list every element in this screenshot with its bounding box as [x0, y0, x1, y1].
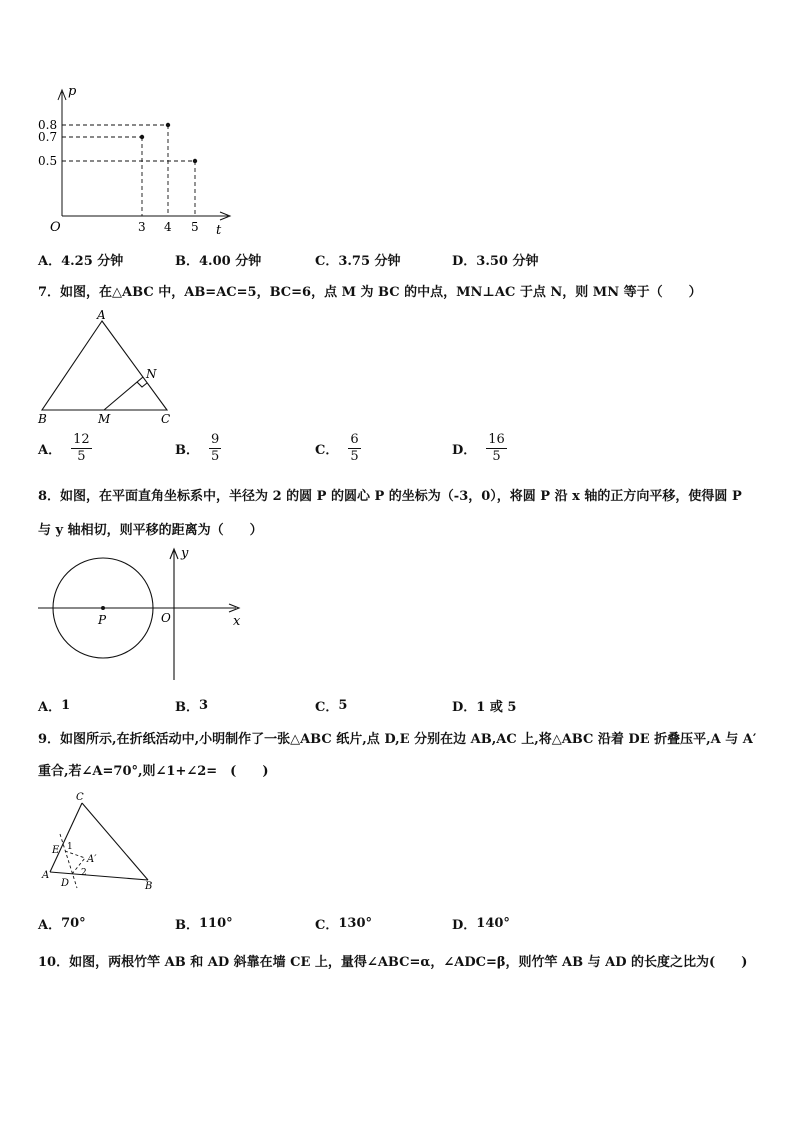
point-3-07	[140, 135, 144, 139]
label-one: 1	[67, 842, 73, 852]
x-tick-5: 5	[191, 220, 199, 234]
side-ca	[50, 803, 82, 872]
label-a-prime: A′	[87, 854, 97, 865]
label-m: M	[98, 412, 111, 426]
label-o: O	[161, 611, 171, 625]
q6-option-d: D． 3.50 分钟	[452, 254, 539, 269]
x-tick-3: 3	[138, 220, 146, 234]
q8-stem-line1: 8．如图，在平面直角坐标系中，半径为 2 的圆 P 的圆心 P 的坐标为（-3，0），将圆 P 沿 x 轴的正方向平移，使得圆 P	[38, 489, 742, 504]
q7-option-a: A． $\frac{12}{5}$	[38, 432, 90, 464]
q8-option-a: A． 1	[38, 698, 71, 715]
y-axis-label: p	[68, 84, 77, 99]
side-cb	[82, 803, 148, 880]
origin-label: O	[50, 220, 61, 235]
y-tick-05: 0.5	[38, 154, 58, 168]
label-x: x	[233, 614, 241, 629]
q8-option-d: D． 1 或 5	[452, 700, 517, 715]
label-c: C	[76, 792, 84, 803]
y-tick-08: 0.8	[38, 118, 58, 132]
q9-stem-line1: 9．如图所示,在折纸活动中,小明制作了一张△ABC 纸片,点 D,E 分别在边 AB,AC 上,将△ABC 沿着 DE 折叠压平,A 与 A′	[38, 732, 757, 747]
right-angle-mark	[137, 382, 147, 387]
label-n: N	[146, 367, 157, 381]
center-point-p	[101, 606, 105, 610]
q9-option-c: C． 130°	[315, 916, 372, 933]
q6-option-c: C． 3.75 分钟	[315, 254, 401, 269]
y-tick-07: 0.7	[38, 130, 58, 144]
label-b: B	[38, 412, 47, 426]
q8-circle-figure	[36, 545, 248, 685]
point-5-05	[193, 159, 197, 163]
q7-option-b: B． $\frac{9}{5}$	[175, 432, 220, 464]
label-p: P	[98, 613, 107, 627]
q6-option-a: A． 4.25 分钟	[38, 254, 124, 269]
q9-option-a: A． 70°	[38, 916, 86, 933]
q6-option-b: B． 4.00 分钟	[175, 254, 262, 269]
triangle-abc	[42, 321, 167, 410]
folded-ea	[65, 851, 85, 858]
q10-stem: 10．如图，两根竹竿 AB 和 AD 斜靠在墙 CE 上，量得∠ABC=α，∠ADC=β，则竹竿 AB 与 AD 的长度之比为( )	[38, 955, 748, 970]
label-c: C	[161, 412, 171, 426]
q8-option-c: C． 5	[315, 698, 348, 715]
q7-option-c: C． $\frac{6}{5}$	[315, 432, 359, 464]
q7-stem: 7．如图，在△ABC 中，AB=AC=5，BC=6，点 M 为 BC 的中点，MN⊥AC 于点 N，则 MN 等于（ ）	[38, 285, 702, 300]
x-tick-4: 4	[164, 220, 172, 234]
q9-stem-line2: 重合,若∠A=70°,则∠1+∠2= ( )	[38, 764, 269, 779]
q9-folding-figure	[36, 790, 166, 896]
label-d: D	[61, 878, 70, 889]
point-4-08	[166, 123, 170, 127]
label-two: 2	[81, 868, 87, 878]
q8-stem-line2: 与 y 轴相切，则平移的距离为（ ）	[38, 523, 263, 538]
x-axis-label: t	[216, 223, 222, 238]
label-y: y	[181, 546, 189, 561]
label-a: A	[42, 870, 50, 881]
q7-option-d: D． $\frac{16}{5}$	[452, 432, 505, 464]
label-b: B	[145, 881, 153, 892]
q9-option-b: B． 110°	[175, 916, 233, 933]
label-a: A	[97, 308, 106, 322]
label-e: E	[52, 845, 60, 856]
graph-p-t	[30, 80, 240, 240]
q7-triangle-figure	[30, 306, 190, 428]
q8-option-b: B． 3	[175, 698, 209, 715]
q9-option-d: D． 140°	[452, 916, 510, 933]
